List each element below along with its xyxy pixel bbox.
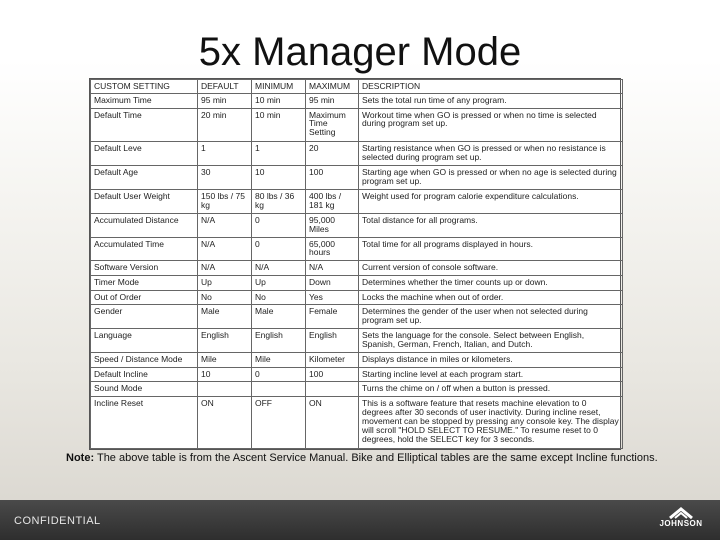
note-label: Note:	[66, 452, 95, 464]
cell-maximum: 65,000 hours	[306, 237, 359, 261]
cell-description: Determines whether the timer counts up or down.	[359, 276, 623, 291]
cell-minimum: 0	[252, 213, 306, 237]
cell-default: No	[198, 290, 252, 305]
header-minimum: MINIMUM	[252, 80, 306, 94]
cell-setting: Default User Weight	[91, 189, 198, 213]
johnson-logo	[650, 506, 712, 536]
cell-description: Sets the language for the console. Select between English, Spanish, German, French, Italian, and Dutch.	[359, 329, 623, 353]
cell-setting: Speed / Distance Mode	[91, 353, 198, 368]
cell-description: Displays distance in miles or kilometers.	[359, 353, 623, 368]
cell-minimum: 10	[252, 165, 306, 189]
header-maximum: MAXIMUM	[306, 80, 359, 94]
cell-minimum: 0	[252, 367, 306, 382]
cell-description: Weight used for program calorie expenditure calculations.	[359, 189, 623, 213]
cell-description: Sets the total run time of any program.	[359, 93, 623, 108]
settings-table-container	[89, 78, 621, 450]
cell-setting: Timer Mode	[91, 276, 198, 291]
cell-maximum: 100	[306, 367, 359, 382]
footer-bar	[0, 500, 720, 540]
cell-setting: Default Age	[91, 165, 198, 189]
cell-default: 1	[198, 141, 252, 165]
cell-default: Male	[198, 305, 252, 329]
table-row	[91, 290, 623, 305]
cell-description: Workout time when GO is pressed or when no time is selected during program set up.	[359, 108, 623, 141]
cell-setting: Language	[91, 329, 198, 353]
cell-default: 150 lbs / 75 kg	[198, 189, 252, 213]
table-row	[91, 108, 623, 141]
header-default: DEFAULT	[198, 80, 252, 94]
table-row	[91, 329, 623, 353]
cell-default: 10	[198, 367, 252, 382]
cell-maximum: 20	[306, 141, 359, 165]
cell-description: Starting incline level at each program start.	[359, 367, 623, 382]
cell-default	[198, 382, 252, 397]
manager-mode-settings-table	[90, 79, 623, 449]
cell-minimum: 80 lbs / 36 kg	[252, 189, 306, 213]
cell-minimum: Mile	[252, 353, 306, 368]
cell-setting: Incline Reset	[91, 396, 198, 448]
header-custom-setting: CUSTOM SETTING	[91, 80, 198, 94]
johnson-logo-text: JOHNSON	[659, 519, 703, 528]
cell-default: 30	[198, 165, 252, 189]
cell-default: Mile	[198, 353, 252, 368]
table-body	[91, 93, 623, 448]
cell-setting: Default Leve	[91, 141, 198, 165]
cell-setting: Maximum Time	[91, 93, 198, 108]
table-row	[91, 189, 623, 213]
header-description: DESCRIPTION	[359, 80, 623, 94]
cell-maximum: 95,000 Miles	[306, 213, 359, 237]
table-row	[91, 165, 623, 189]
table-row	[91, 93, 623, 108]
cell-setting: Accumulated Time	[91, 237, 198, 261]
cell-maximum: Female	[306, 305, 359, 329]
johnson-logo-icon	[668, 506, 694, 519]
cell-setting: Accumulated Distance	[91, 213, 198, 237]
cell-setting: Software Version	[91, 261, 198, 276]
slide-title: 5x Manager Mode	[198, 30, 522, 74]
note-body: The above table is from the Ascent Service Manual. Bike and Elliptical tables are the same except Incline functions.	[96, 452, 658, 464]
cell-minimum: 10 min	[252, 108, 306, 141]
cell-maximum: Maximum Time Setting	[306, 108, 359, 141]
cell-maximum: Down	[306, 276, 359, 291]
table-row	[91, 396, 623, 448]
table-row	[91, 276, 623, 291]
cell-setting: Sound Mode	[91, 382, 198, 397]
cell-description: Turns the chime on / off when a button is pressed.	[359, 382, 623, 397]
cell-default: 95 min	[198, 93, 252, 108]
cell-description: Current version of console software.	[359, 261, 623, 276]
cell-minimum: N/A	[252, 261, 306, 276]
table-header-row	[91, 80, 623, 94]
cell-setting: Out of Order	[91, 290, 198, 305]
cell-maximum: English	[306, 329, 359, 353]
cell-maximum: N/A	[306, 261, 359, 276]
table-row	[91, 367, 623, 382]
table-row	[91, 261, 623, 276]
cell-maximum: Yes	[306, 290, 359, 305]
cell-maximum: 100	[306, 165, 359, 189]
cell-description: Starting age when GO is pressed or when no age is selected during program set up.	[359, 165, 623, 189]
cell-minimum: 1	[252, 141, 306, 165]
cell-minimum: Up	[252, 276, 306, 291]
cell-setting: Default Time	[91, 108, 198, 141]
cell-minimum: 0	[252, 237, 306, 261]
cell-minimum: No	[252, 290, 306, 305]
cell-minimum: 10 min	[252, 93, 306, 108]
table-row	[91, 305, 623, 329]
cell-minimum: OFF	[252, 396, 306, 448]
table-row	[91, 353, 623, 368]
confidential-label: CONFIDENTIAL	[14, 515, 101, 527]
cell-maximum: 400 lbs / 181 kg	[306, 189, 359, 213]
cell-maximum: 95 min	[306, 93, 359, 108]
cell-maximum: Kilometer	[306, 353, 359, 368]
cell-description: Starting resistance when GO is pressed or when no resistance is selected during program set up.	[359, 141, 623, 165]
cell-minimum: English	[252, 329, 306, 353]
cell-minimum	[252, 382, 306, 397]
table-row	[91, 141, 623, 165]
table-row	[91, 237, 623, 261]
cell-default: English	[198, 329, 252, 353]
cell-setting: Default Incline	[91, 367, 198, 382]
note-text-block	[66, 451, 666, 466]
cell-default: ON	[198, 396, 252, 448]
cell-description: Locks the machine when out of order.	[359, 290, 623, 305]
cell-description: Determines the gender of the user when not selected during program set up.	[359, 305, 623, 329]
cell-default: N/A	[198, 213, 252, 237]
cell-default: N/A	[198, 261, 252, 276]
cell-setting: Gender	[91, 305, 198, 329]
table-row	[91, 382, 623, 397]
cell-default: Up	[198, 276, 252, 291]
cell-description: Total time for all programs displayed in hours.	[359, 237, 623, 261]
cell-description: Total distance for all programs.	[359, 213, 623, 237]
table-row	[91, 213, 623, 237]
cell-maximum	[306, 382, 359, 397]
cell-default: N/A	[198, 237, 252, 261]
cell-minimum: Male	[252, 305, 306, 329]
cell-default: 20 min	[198, 108, 252, 141]
cell-maximum: ON	[306, 396, 359, 448]
cell-description: This is a software feature that resets machine elevation to 0 degrees after 30 seconds of user inactivity. During incline reset, movement can be stopped by pressing any console key. The display will scroll "HOLD SELECT TO RESUME." To resume reset to 0 degrees, hold the SELECT key for 3 seconds.	[359, 396, 623, 448]
